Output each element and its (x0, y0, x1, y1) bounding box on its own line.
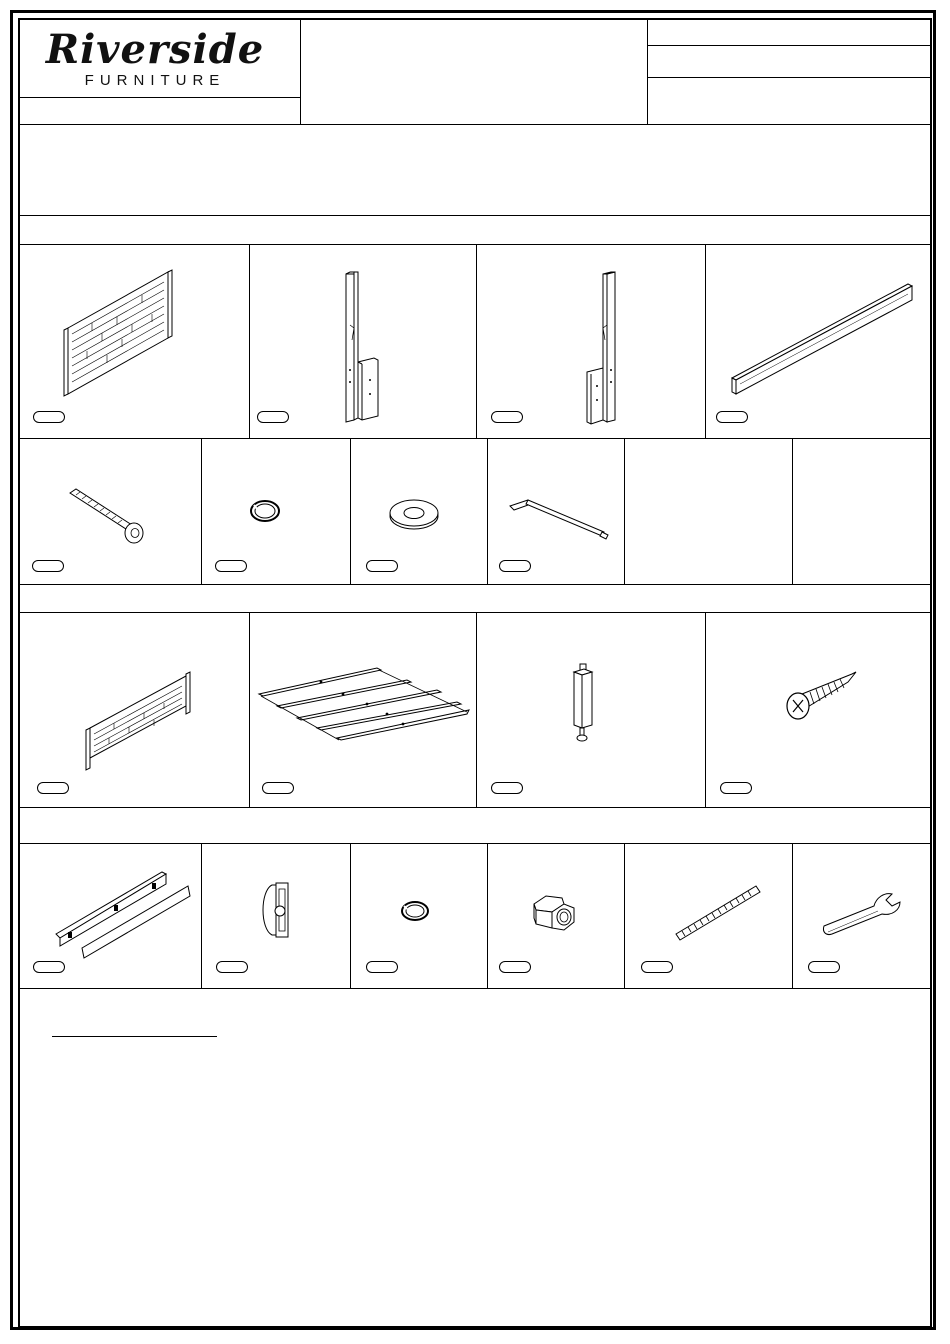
brand-logo (40, 28, 270, 96)
section-line (20, 215, 930, 216)
part-label (720, 782, 752, 794)
part-label (491, 411, 523, 423)
cell-divider (792, 438, 793, 584)
cell-divider (350, 438, 351, 584)
cell-divider (624, 843, 625, 988)
cam-lock-icon (258, 881, 294, 939)
section-line (20, 988, 930, 989)
slat-frame-icon (257, 664, 471, 744)
wood-screw-icon (782, 668, 862, 724)
section-line (20, 438, 930, 439)
header-bottom-line (20, 124, 930, 125)
section-line (20, 843, 930, 844)
part-label (215, 560, 247, 572)
side-rail-icon (728, 280, 916, 398)
cell-divider (249, 612, 250, 807)
hex-nut-icon (530, 892, 578, 934)
cell-divider (476, 612, 477, 807)
part-label (641, 961, 673, 973)
cell-divider (487, 843, 488, 988)
section-line (20, 612, 930, 613)
rail-bracket-icon (54, 868, 194, 960)
connector-bolt-icon (66, 487, 146, 549)
part-label (366, 560, 398, 572)
threaded-rod-icon (672, 884, 764, 942)
cell-divider (249, 244, 250, 438)
cell-divider (792, 843, 793, 988)
right-post-icon (585, 270, 627, 426)
logo-underline (20, 97, 300, 98)
part-label (257, 411, 289, 423)
cell-divider (201, 438, 202, 584)
open-wrench-icon (820, 888, 904, 940)
cell-divider (624, 438, 625, 584)
part-label (716, 411, 748, 423)
part-label (32, 560, 64, 572)
lock-washer-icon (248, 497, 282, 525)
part-label (499, 961, 531, 973)
cell-divider (705, 612, 706, 807)
part-label (216, 961, 248, 973)
header-divider-2 (647, 20, 648, 124)
header-divider-1 (300, 20, 301, 124)
part-label (33, 961, 65, 973)
part-label (499, 560, 531, 572)
part-label (33, 411, 65, 423)
cell-divider (476, 244, 477, 438)
section-line (20, 584, 930, 585)
info-line-1 (647, 45, 930, 46)
cell-divider (705, 244, 706, 438)
part-label (808, 961, 840, 973)
headboard-panel-icon (62, 266, 174, 396)
info-line-2 (647, 77, 930, 78)
left-post-icon (340, 270, 382, 426)
cell-divider (201, 843, 202, 988)
allen-key-icon (508, 498, 612, 544)
brand-script: Riverside (45, 26, 265, 73)
cell-divider (350, 843, 351, 988)
section-line (20, 807, 930, 808)
flat-washer-icon (387, 498, 441, 532)
part-label (366, 961, 398, 973)
brand-subtitle: FURNITURE (84, 72, 226, 89)
part-label (491, 782, 523, 794)
cell-divider (487, 438, 488, 584)
part-label (37, 782, 69, 794)
notes-underline (52, 1036, 217, 1037)
footboard-icon (84, 668, 194, 772)
part-label (262, 782, 294, 794)
section-line (20, 244, 930, 245)
lock-washer-small-icon (399, 898, 431, 924)
center-leg-icon (570, 662, 598, 746)
